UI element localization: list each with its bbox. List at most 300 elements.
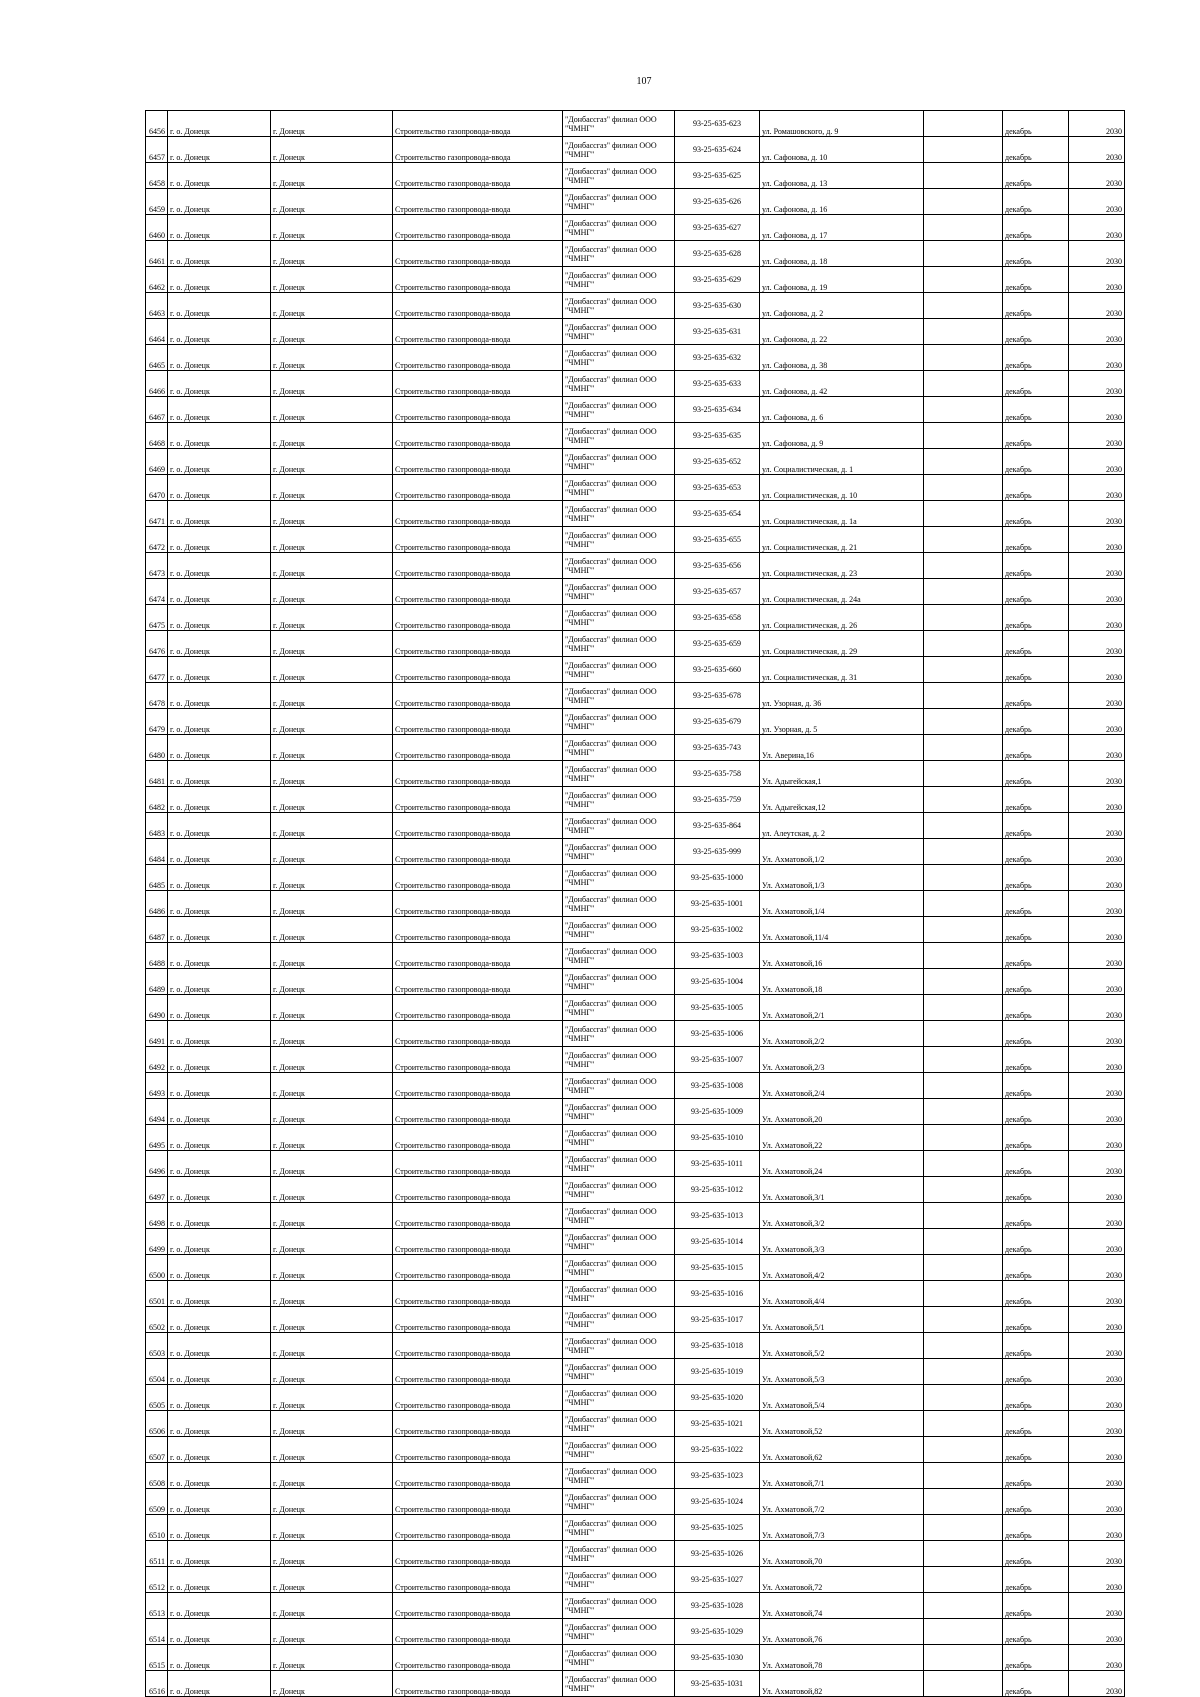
city-cell: г. Донецк [271, 813, 393, 839]
address-cell: Ул. Ахматовой,5/3 [760, 1359, 924, 1385]
organization-cell: "Донбассгаз" филиал ООО "ЧМНГ" [563, 1255, 675, 1281]
address-cell: Ул. Ахматовой,7/2 [760, 1489, 924, 1515]
organization-cell: "Донбассгаз" филиал ООО "ЧМНГ" [563, 1047, 675, 1073]
address-cell: ул. Алеутская, д. 2 [760, 813, 924, 839]
address-cell: ул. Узорная, д. 5 [760, 709, 924, 735]
municipality-cell: г. о. Донецк [168, 215, 271, 241]
municipality-cell: г. о. Донецк [168, 1281, 271, 1307]
row-number-cell: 6480 [146, 735, 168, 761]
row-number-cell: 6456 [146, 111, 168, 137]
year-cell: 2030 [1069, 1671, 1125, 1697]
row-number-cell: 6460 [146, 215, 168, 241]
address-cell: Ул. Ахматовой,74 [760, 1593, 924, 1619]
city-cell: г. Донецк [271, 787, 393, 813]
city-cell: г. Донецк [271, 761, 393, 787]
row-number-cell: 6499 [146, 1229, 168, 1255]
city-cell: г. Донецк [271, 423, 393, 449]
object-code-cell: 93-25-635-632 [675, 345, 760, 371]
organization-cell: "Донбассгаз" филиал ООО "ЧМНГ" [563, 1411, 675, 1437]
object-code-cell: 93-25-635-1002 [675, 917, 760, 943]
month-cell: декабрь [1003, 891, 1069, 917]
year-cell: 2030 [1069, 1541, 1125, 1567]
table-row [146, 137, 1125, 163]
organization-cell: "Донбассгаз" филиал ООО "ЧМНГ" [563, 1281, 675, 1307]
table-row [146, 1671, 1125, 1697]
empty-cell [924, 1177, 1003, 1203]
work-type-cell: Строительство газопровода-ввода [393, 1307, 563, 1333]
object-code-cell: 93-25-635-1020 [675, 1385, 760, 1411]
municipality-cell: г. о. Донецк [168, 189, 271, 215]
municipality-cell: г. о. Донецк [168, 371, 271, 397]
work-type-cell: Строительство газопровода-ввода [393, 709, 563, 735]
organization-cell: "Донбассгаз" филиал ООО "ЧМНГ" [563, 397, 675, 423]
address-cell: ул. Сафонова, д. 10 [760, 137, 924, 163]
year-cell: 2030 [1069, 839, 1125, 865]
month-cell: декабрь [1003, 1515, 1069, 1541]
year-cell: 2030 [1069, 1229, 1125, 1255]
municipality-cell: г. о. Донецк [168, 839, 271, 865]
empty-cell [924, 241, 1003, 267]
municipality-cell: г. о. Донецк [168, 1099, 271, 1125]
city-cell: г. Донецк [271, 995, 393, 1021]
table-row [146, 1463, 1125, 1489]
empty-cell [924, 1437, 1003, 1463]
year-cell: 2030 [1069, 1593, 1125, 1619]
month-cell: декабрь [1003, 1567, 1069, 1593]
empty-cell [924, 1151, 1003, 1177]
object-code-cell: 93-25-635-678 [675, 683, 760, 709]
object-code-cell: 93-25-635-623 [675, 111, 760, 137]
row-number-cell: 6498 [146, 1203, 168, 1229]
address-cell: Ул. Ахматовой,20 [760, 1099, 924, 1125]
object-code-cell: 93-25-635-1030 [675, 1645, 760, 1671]
municipality-cell: г. о. Донецк [168, 1515, 271, 1541]
municipality-cell: г. о. Донецк [168, 787, 271, 813]
year-cell: 2030 [1069, 657, 1125, 683]
object-code-cell: 93-25-635-1024 [675, 1489, 760, 1515]
empty-cell [924, 605, 1003, 631]
month-cell: декабрь [1003, 1541, 1069, 1567]
row-number-cell: 6501 [146, 1281, 168, 1307]
city-cell: г. Донецк [271, 1125, 393, 1151]
work-type-cell: Строительство газопровода-ввода [393, 1593, 563, 1619]
gas-connection-table [145, 110, 1125, 1697]
empty-cell [924, 579, 1003, 605]
city-cell: г. Донецк [271, 163, 393, 189]
year-cell: 2030 [1069, 709, 1125, 735]
month-cell: декабрь [1003, 865, 1069, 891]
object-code-cell: 93-25-635-1015 [675, 1255, 760, 1281]
municipality-cell: г. о. Донецк [168, 1229, 271, 1255]
address-cell: ул. Социалистическая, д. 31 [760, 657, 924, 683]
table-row [146, 1229, 1125, 1255]
organization-cell: "Донбассгаз" филиал ООО "ЧМНГ" [563, 605, 675, 631]
empty-cell [924, 787, 1003, 813]
municipality-cell: г. о. Донецк [168, 605, 271, 631]
object-code-cell: 93-25-635-653 [675, 475, 760, 501]
table-row [146, 1099, 1125, 1125]
month-cell: декабрь [1003, 111, 1069, 137]
empty-cell [924, 111, 1003, 137]
year-cell: 2030 [1069, 397, 1125, 423]
empty-cell [924, 1515, 1003, 1541]
address-cell: ул. Социалистическая, д. 29 [760, 631, 924, 657]
municipality-cell: г. о. Донецк [168, 111, 271, 137]
table-row [146, 1203, 1125, 1229]
city-cell: г. Донецк [271, 1281, 393, 1307]
city-cell: г. Донецк [271, 1047, 393, 1073]
year-cell: 2030 [1069, 1281, 1125, 1307]
work-type-cell: Строительство газопровода-ввода [393, 1177, 563, 1203]
organization-cell: "Донбассгаз" филиал ООО "ЧМНГ" [563, 1125, 675, 1151]
organization-cell: "Донбассгаз" филиал ООО "ЧМНГ" [563, 449, 675, 475]
address-cell: Ул. Ахматовой,2/3 [760, 1047, 924, 1073]
empty-cell [924, 943, 1003, 969]
year-cell: 2030 [1069, 1489, 1125, 1515]
city-cell: г. Донецк [271, 1645, 393, 1671]
table-row [146, 579, 1125, 605]
table-row [146, 709, 1125, 735]
object-code-cell: 93-25-635-1001 [675, 891, 760, 917]
month-cell: декабрь [1003, 241, 1069, 267]
work-type-cell: Строительство газопровода-ввода [393, 943, 563, 969]
row-number-cell: 6509 [146, 1489, 168, 1515]
empty-cell [924, 709, 1003, 735]
work-type-cell: Строительство газопровода-ввода [393, 1073, 563, 1099]
empty-cell [924, 1307, 1003, 1333]
municipality-cell: г. о. Донецк [168, 1203, 271, 1229]
organization-cell: "Донбассгаз" филиал ООО "ЧМНГ" [563, 345, 675, 371]
municipality-cell: г. о. Донецк [168, 449, 271, 475]
city-cell: г. Донецк [271, 267, 393, 293]
empty-cell [924, 319, 1003, 345]
row-number-cell: 6476 [146, 631, 168, 657]
work-type-cell: Строительство газопровода-ввода [393, 1567, 563, 1593]
organization-cell: "Донбассгаз" филиал ООО "ЧМНГ" [563, 943, 675, 969]
municipality-cell: г. о. Донецк [168, 293, 271, 319]
address-cell: Ул. Ахматовой,72 [760, 1567, 924, 1593]
table-row [146, 371, 1125, 397]
work-type-cell: Строительство газопровода-ввода [393, 917, 563, 943]
page-number: 107 [636, 76, 652, 87]
object-code-cell: 93-25-635-655 [675, 527, 760, 553]
organization-cell: "Донбассгаз" филиал ООО "ЧМНГ" [563, 1489, 675, 1515]
organization-cell: "Донбассгаз" филиал ООО "ЧМНГ" [563, 1645, 675, 1671]
year-cell: 2030 [1069, 501, 1125, 527]
table-row [146, 1125, 1125, 1151]
row-number-cell: 6470 [146, 475, 168, 501]
object-code-cell: 93-25-635-656 [675, 553, 760, 579]
organization-cell: "Донбассгаз" филиал ООО "ЧМНГ" [563, 501, 675, 527]
empty-cell [924, 1255, 1003, 1281]
city-cell: г. Донецк [271, 865, 393, 891]
year-cell: 2030 [1069, 579, 1125, 605]
table-row [146, 943, 1125, 969]
address-cell: Ул. Ахматовой,3/3 [760, 1229, 924, 1255]
city-cell: г. Донецк [271, 475, 393, 501]
year-cell: 2030 [1069, 1515, 1125, 1541]
municipality-cell: г. о. Донецк [168, 1619, 271, 1645]
municipality-cell: г. о. Донецк [168, 1359, 271, 1385]
city-cell: г. Донецк [271, 1619, 393, 1645]
address-cell: ул. Сафонова, д. 42 [760, 371, 924, 397]
object-code-cell: 93-25-635-1022 [675, 1437, 760, 1463]
year-cell: 2030 [1069, 1125, 1125, 1151]
organization-cell: "Донбассгаз" филиал ООО "ЧМНГ" [563, 475, 675, 501]
work-type-cell: Строительство газопровода-ввода [393, 1203, 563, 1229]
year-cell: 2030 [1069, 813, 1125, 839]
year-cell: 2030 [1069, 1437, 1125, 1463]
work-type-cell: Строительство газопровода-ввода [393, 579, 563, 605]
row-number-cell: 6505 [146, 1385, 168, 1411]
row-number-cell: 6482 [146, 787, 168, 813]
object-code-cell: 93-25-635-759 [675, 787, 760, 813]
year-cell: 2030 [1069, 1307, 1125, 1333]
city-cell: г. Донецк [271, 605, 393, 631]
organization-cell: "Донбассгаз" филиал ООО "ЧМНГ" [563, 1333, 675, 1359]
row-number-cell: 6471 [146, 501, 168, 527]
organization-cell: "Донбассгаз" филиал ООО "ЧМНГ" [563, 241, 675, 267]
year-cell: 2030 [1069, 449, 1125, 475]
municipality-cell: г. о. Донецк [168, 865, 271, 891]
object-code-cell: 93-25-635-658 [675, 605, 760, 631]
work-type-cell: Строительство газопровода-ввода [393, 683, 563, 709]
year-cell: 2030 [1069, 1073, 1125, 1099]
municipality-cell: г. о. Донецк [168, 995, 271, 1021]
table-row [146, 631, 1125, 657]
table-row [146, 1177, 1125, 1203]
address-cell: Ул. Ахматовой,5/2 [760, 1333, 924, 1359]
row-number-cell: 6516 [146, 1671, 168, 1697]
work-type-cell: Строительство газопровода-ввода [393, 1463, 563, 1489]
empty-cell [924, 1073, 1003, 1099]
row-number-cell: 6468 [146, 423, 168, 449]
empty-cell [924, 683, 1003, 709]
table-row [146, 1255, 1125, 1281]
organization-cell: "Донбассгаз" филиал ООО "ЧМНГ" [563, 1567, 675, 1593]
table-row [146, 917, 1125, 943]
object-code-cell: 93-25-635-1028 [675, 1593, 760, 1619]
table-row [146, 241, 1125, 267]
table-row [146, 527, 1125, 553]
address-cell: ул. Социалистическая, д. 26 [760, 605, 924, 631]
year-cell: 2030 [1069, 345, 1125, 371]
work-type-cell: Строительство газопровода-ввода [393, 1515, 563, 1541]
municipality-cell: г. о. Донецк [168, 241, 271, 267]
address-cell: Ул. Ахматовой,18 [760, 969, 924, 995]
municipality-cell: г. о. Донецк [168, 1073, 271, 1099]
city-cell: г. Донецк [271, 553, 393, 579]
organization-cell: "Донбассгаз" филиал ООО "ЧМНГ" [563, 163, 675, 189]
municipality-cell: г. о. Донецк [168, 969, 271, 995]
object-code-cell: 93-25-635-1018 [675, 1333, 760, 1359]
organization-cell: "Донбассгаз" филиал ООО "ЧМНГ" [563, 969, 675, 995]
address-cell: ул. Сафонова, д. 9 [760, 423, 924, 449]
work-type-cell: Строительство газопровода-ввода [393, 1619, 563, 1645]
table-row [146, 605, 1125, 631]
year-cell: 2030 [1069, 553, 1125, 579]
row-number-cell: 6479 [146, 709, 168, 735]
municipality-cell: г. о. Донецк [168, 631, 271, 657]
table-row [146, 1333, 1125, 1359]
organization-cell: "Донбассгаз" филиал ООО "ЧМНГ" [563, 839, 675, 865]
object-code-cell: 93-25-635-1000 [675, 865, 760, 891]
table-row [146, 423, 1125, 449]
object-code-cell: 93-25-635-743 [675, 735, 760, 761]
empty-cell [924, 423, 1003, 449]
work-type-cell: Строительство газопровода-ввода [393, 1229, 563, 1255]
year-cell: 2030 [1069, 163, 1125, 189]
work-type-cell: Строительство газопровода-ввода [393, 137, 563, 163]
month-cell: декабрь [1003, 1359, 1069, 1385]
organization-cell: "Донбассгаз" филиал ООО "ЧМНГ" [563, 1385, 675, 1411]
row-number-cell: 6483 [146, 813, 168, 839]
object-code-cell: 93-25-635-1009 [675, 1099, 760, 1125]
municipality-cell: г. о. Донецк [168, 1151, 271, 1177]
organization-cell: "Донбассгаз" филиал ООО "ЧМНГ" [563, 891, 675, 917]
row-number-cell: 6485 [146, 865, 168, 891]
address-cell: Ул. Адыгейская,1 [760, 761, 924, 787]
table-row [146, 969, 1125, 995]
object-code-cell: 93-25-635-999 [675, 839, 760, 865]
organization-cell: "Донбассгаз" филиал ООО "ЧМНГ" [563, 683, 675, 709]
city-cell: г. Донецк [271, 917, 393, 943]
work-type-cell: Строительство газопровода-ввода [393, 1489, 563, 1515]
empty-cell [924, 657, 1003, 683]
object-code-cell: 93-25-635-1010 [675, 1125, 760, 1151]
month-cell: декабрь [1003, 1229, 1069, 1255]
month-cell: декабрь [1003, 969, 1069, 995]
table-row [146, 761, 1125, 787]
address-cell: ул. Сафонова, д. 38 [760, 345, 924, 371]
address-cell: ул. Социалистическая, д. 1 [760, 449, 924, 475]
empty-cell [924, 293, 1003, 319]
year-cell: 2030 [1069, 215, 1125, 241]
year-cell: 2030 [1069, 1333, 1125, 1359]
city-cell: г. Донецк [271, 1463, 393, 1489]
object-code-cell: 93-25-635-659 [675, 631, 760, 657]
city-cell: г. Донецк [271, 371, 393, 397]
year-cell: 2030 [1069, 969, 1125, 995]
organization-cell: "Донбассгаз" филиал ООО "ЧМНГ" [563, 553, 675, 579]
month-cell: декабрь [1003, 787, 1069, 813]
empty-cell [924, 1411, 1003, 1437]
table-row [146, 1359, 1125, 1385]
municipality-cell: г. о. Донецк [168, 1541, 271, 1567]
address-cell: Ул. Ахматовой,2/2 [760, 1021, 924, 1047]
object-code-cell: 93-25-635-657 [675, 579, 760, 605]
row-number-cell: 6514 [146, 1619, 168, 1645]
row-number-cell: 6500 [146, 1255, 168, 1281]
object-code-cell: 93-25-635-1007 [675, 1047, 760, 1073]
organization-cell: "Донбассгаз" филиал ООО "ЧМНГ" [563, 189, 675, 215]
work-type-cell: Строительство газопровода-ввода [393, 865, 563, 891]
object-code-cell: 93-25-635-1027 [675, 1567, 760, 1593]
address-cell: Ул. Аверина,16 [760, 735, 924, 761]
table-row [146, 1411, 1125, 1437]
month-cell: декабрь [1003, 1047, 1069, 1073]
city-cell: г. Донецк [271, 1229, 393, 1255]
city-cell: г. Донецк [271, 1385, 393, 1411]
city-cell: г. Донецк [271, 137, 393, 163]
object-code-cell: 93-25-635-628 [675, 241, 760, 267]
empty-cell [924, 995, 1003, 1021]
organization-cell: "Донбассгаз" филиал ООО "ЧМНГ" [563, 527, 675, 553]
row-number-cell: 6478 [146, 683, 168, 709]
municipality-cell: г. о. Донецк [168, 709, 271, 735]
row-number-cell: 6495 [146, 1125, 168, 1151]
city-cell: г. Донецк [271, 1307, 393, 1333]
work-type-cell: Строительство газопровода-ввода [393, 969, 563, 995]
address-cell: Ул. Ахматовой,4/4 [760, 1281, 924, 1307]
city-cell: г. Донецк [271, 241, 393, 267]
work-type-cell: Строительство газопровода-ввода [393, 1333, 563, 1359]
table-row [146, 995, 1125, 1021]
year-cell: 2030 [1069, 943, 1125, 969]
row-number-cell: 6489 [146, 969, 168, 995]
year-cell: 2030 [1069, 137, 1125, 163]
object-code-cell: 93-25-635-1008 [675, 1073, 760, 1099]
address-cell: Ул. Ахматовой,70 [760, 1541, 924, 1567]
object-code-cell: 93-25-635-1014 [675, 1229, 760, 1255]
work-type-cell: Строительство газопровода-ввода [393, 267, 563, 293]
year-cell: 2030 [1069, 761, 1125, 787]
municipality-cell: г. о. Донецк [168, 683, 271, 709]
month-cell: декабрь [1003, 1619, 1069, 1645]
work-type-cell: Строительство газопровода-ввода [393, 319, 563, 345]
object-code-cell: 93-25-635-1005 [675, 995, 760, 1021]
work-type-cell: Строительство газопровода-ввода [393, 1671, 563, 1697]
month-cell: декабрь [1003, 917, 1069, 943]
address-cell: Ул. Ахматовой,5/1 [760, 1307, 924, 1333]
year-cell: 2030 [1069, 865, 1125, 891]
object-code-cell: 93-25-635-652 [675, 449, 760, 475]
address-cell: Ул. Ахматовой,11/4 [760, 917, 924, 943]
organization-cell: "Донбассгаз" филиал ООО "ЧМНГ" [563, 1177, 675, 1203]
table-row [146, 345, 1125, 371]
year-cell: 2030 [1069, 735, 1125, 761]
empty-cell [924, 1359, 1003, 1385]
municipality-cell: г. о. Донецк [168, 891, 271, 917]
month-cell: декабрь [1003, 1203, 1069, 1229]
month-cell: декабрь [1003, 735, 1069, 761]
year-cell: 2030 [1069, 527, 1125, 553]
row-number-cell: 6511 [146, 1541, 168, 1567]
city-cell: г. Донецк [271, 111, 393, 137]
empty-cell [924, 371, 1003, 397]
row-number-cell: 6463 [146, 293, 168, 319]
year-cell: 2030 [1069, 293, 1125, 319]
organization-cell: "Донбассгаз" филиал ООО "ЧМНГ" [563, 137, 675, 163]
city-cell: г. Донецк [271, 1255, 393, 1281]
row-number-cell: 6507 [146, 1437, 168, 1463]
month-cell: декабрь [1003, 1411, 1069, 1437]
city-cell: г. Донецк [271, 1203, 393, 1229]
organization-cell: "Донбассгаз" филиал ООО "ЧМНГ" [563, 111, 675, 137]
work-type-cell: Строительство газопровода-ввода [393, 1125, 563, 1151]
year-cell: 2030 [1069, 1255, 1125, 1281]
month-cell: декабрь [1003, 1125, 1069, 1151]
month-cell: декабрь [1003, 475, 1069, 501]
work-type-cell: Строительство газопровода-ввода [393, 605, 563, 631]
month-cell: декабрь [1003, 1593, 1069, 1619]
work-type-cell: Строительство газопровода-ввода [393, 163, 563, 189]
table-row [146, 397, 1125, 423]
address-cell: Ул. Ахматовой,1/3 [760, 865, 924, 891]
table-row [146, 1151, 1125, 1177]
object-code-cell: 93-25-635-624 [675, 137, 760, 163]
organization-cell: "Донбассгаз" филиал ООО "ЧМНГ" [563, 293, 675, 319]
